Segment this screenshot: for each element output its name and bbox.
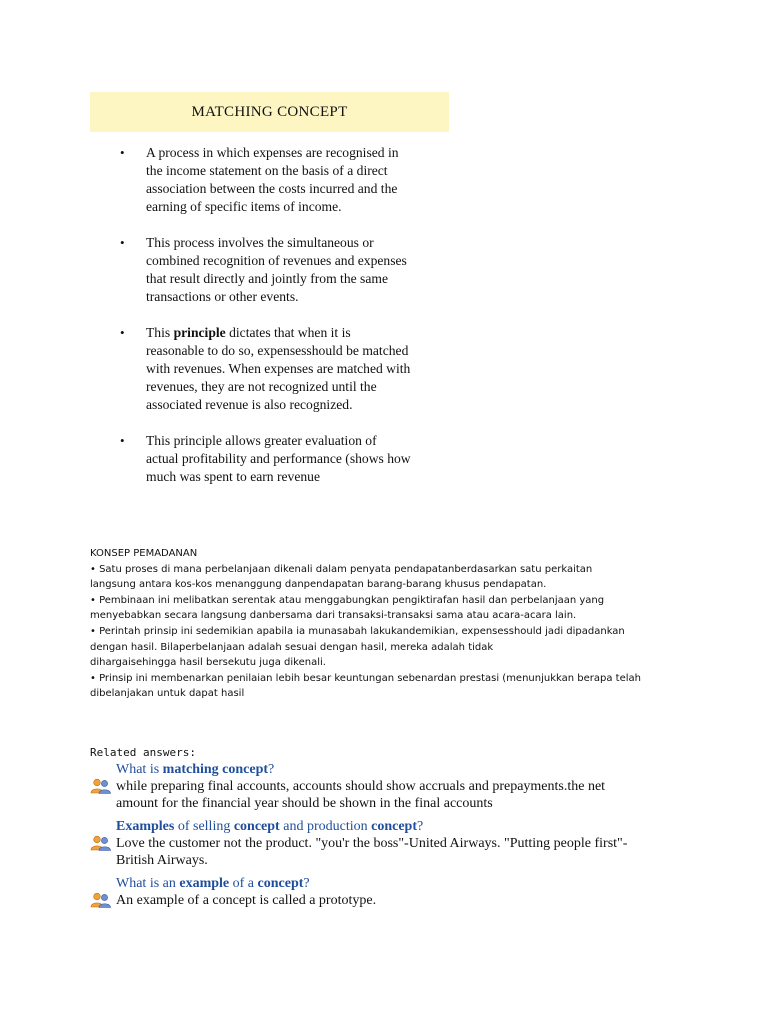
bullet-line: revenues, they are not recognized until the xyxy=(146,379,377,394)
bullet-line: association between the costs incurred and the xyxy=(146,181,398,196)
question-keyword: Examples xyxy=(116,819,175,834)
bullet-dot: • xyxy=(120,145,125,160)
question-keyword: concept xyxy=(371,819,417,834)
question-keyword: example xyxy=(179,876,230,891)
bullet-line: earning of specific items of income. xyxy=(146,199,342,214)
bullet-line: much was spent to earn revenue xyxy=(146,469,321,484)
bullet-item xyxy=(120,234,445,306)
users-icon xyxy=(90,835,112,851)
bullet-item xyxy=(120,144,445,216)
bullet-line: transactions or other events. xyxy=(146,289,299,304)
konsep-line: menyebabkan secara langsung danbersama dari transaksi-transaksi sama atau acara-acara lain. xyxy=(90,610,577,622)
related-answer-text: An example of a concept is called a prototype. xyxy=(116,893,377,908)
bullet-line: This process involves the simultaneous or xyxy=(146,235,374,250)
related-answer xyxy=(90,818,690,869)
bullet-dot: • xyxy=(120,433,125,448)
related-answers-list xyxy=(90,761,690,909)
question-text: ? xyxy=(303,876,310,891)
related-answer xyxy=(90,761,690,812)
related-answers-label: Related answers: xyxy=(90,746,196,759)
bullet-item xyxy=(120,432,445,486)
question-keyword: matching concept xyxy=(162,762,269,777)
konsep-line: • Prinsip ini membenarkan penilaian lebih besar keuntungan sebenardan prestasi (menunjukkan berapa telah xyxy=(90,672,641,684)
related-answer-text: while preparing final accounts, accounts should show accruals and prepayments.the net xyxy=(116,779,606,794)
konsep-line: • Perintah prinsip ini sedemikian apabila ia munasabah lakukandemikian, expensesshould jadi dipadankan xyxy=(90,625,625,637)
related-answer-text: amount for the financial year should be shown in the final accounts xyxy=(116,796,493,811)
konsep-line: dibelanjakan untuk dapat hasil xyxy=(90,688,245,700)
question-text: What is an xyxy=(116,876,180,891)
bullet-item xyxy=(120,324,445,414)
bullet-line: This principle allows greater evaluation of xyxy=(146,433,377,448)
bullet-line: actual profitability and performance (shows how xyxy=(146,451,411,466)
users-icon xyxy=(90,892,112,908)
question-text: What is xyxy=(116,762,163,777)
question-text: of a xyxy=(229,876,258,891)
english-bullet-list xyxy=(120,144,445,504)
related-question-link[interactable] xyxy=(116,818,690,835)
related-answer xyxy=(90,875,690,909)
question-text: ? xyxy=(268,762,275,777)
bullet-line: the income statement on the basis of a direct xyxy=(146,163,388,178)
malay-translation-block xyxy=(90,546,650,702)
related-answer-text: British Airways. xyxy=(116,853,208,868)
konsep-line: dengan hasil. Bilaperbelanjaan adalah sesuai dengan hasil, mereka adalah tidak xyxy=(90,641,494,653)
konsep-heading: KONSEP PEMADANAN xyxy=(90,548,198,559)
konsep-line: langsung antara kos-kos menanggung danpendapatan barang-barang khusus pendapatan. xyxy=(90,579,547,591)
question-keyword: concept xyxy=(233,819,280,834)
bullet-dot: • xyxy=(120,235,125,250)
title-banner xyxy=(90,92,449,132)
konsep-line: dihargaisehingga hasil bersekutu juga dikenali. xyxy=(90,657,326,669)
question-keyword: concept xyxy=(257,876,304,891)
related-question-link[interactable] xyxy=(116,761,690,778)
bullet-line: A process in which expenses are recognised in xyxy=(146,145,399,160)
users-icon xyxy=(90,778,112,794)
related-question-link[interactable] xyxy=(116,875,690,892)
bullet-line: that result directly and jointly from the same xyxy=(146,271,388,286)
question-text: of selling xyxy=(174,819,234,834)
bullet-line: with revenues. When expenses are matched with xyxy=(146,361,411,376)
bullet-line: reasonable to do so, expensesshould be matched xyxy=(146,343,409,358)
related-answer-text: Love the customer not the product. "you'r the boss"-United Airways. "Putting people first"- xyxy=(116,836,628,851)
konsep-line: • Pembinaan ini melibatkan serentak atau menggabungkan pengiktirafan hasil dan perbelanjaan yang xyxy=(90,594,605,606)
bullet-dot: • xyxy=(120,325,125,340)
bullet-line: dictates that when it is xyxy=(225,325,351,340)
bullet-bold-term: principle xyxy=(173,325,226,340)
related-answers-section xyxy=(90,746,690,915)
bullet-prefix: This xyxy=(146,325,174,340)
page-title: MATCHING CONCEPT xyxy=(191,103,348,120)
question-text: and production xyxy=(279,819,372,834)
question-text: ? xyxy=(417,819,424,834)
bullet-line: associated revenue is also recognized. xyxy=(146,397,353,412)
bullet-line: combined recognition of revenues and expenses xyxy=(146,253,407,268)
konsep-line: • Satu proses di mana perbelanjaan dikenali dalam penyata pendapatanberdasarkan satu perkaitan xyxy=(90,563,593,575)
